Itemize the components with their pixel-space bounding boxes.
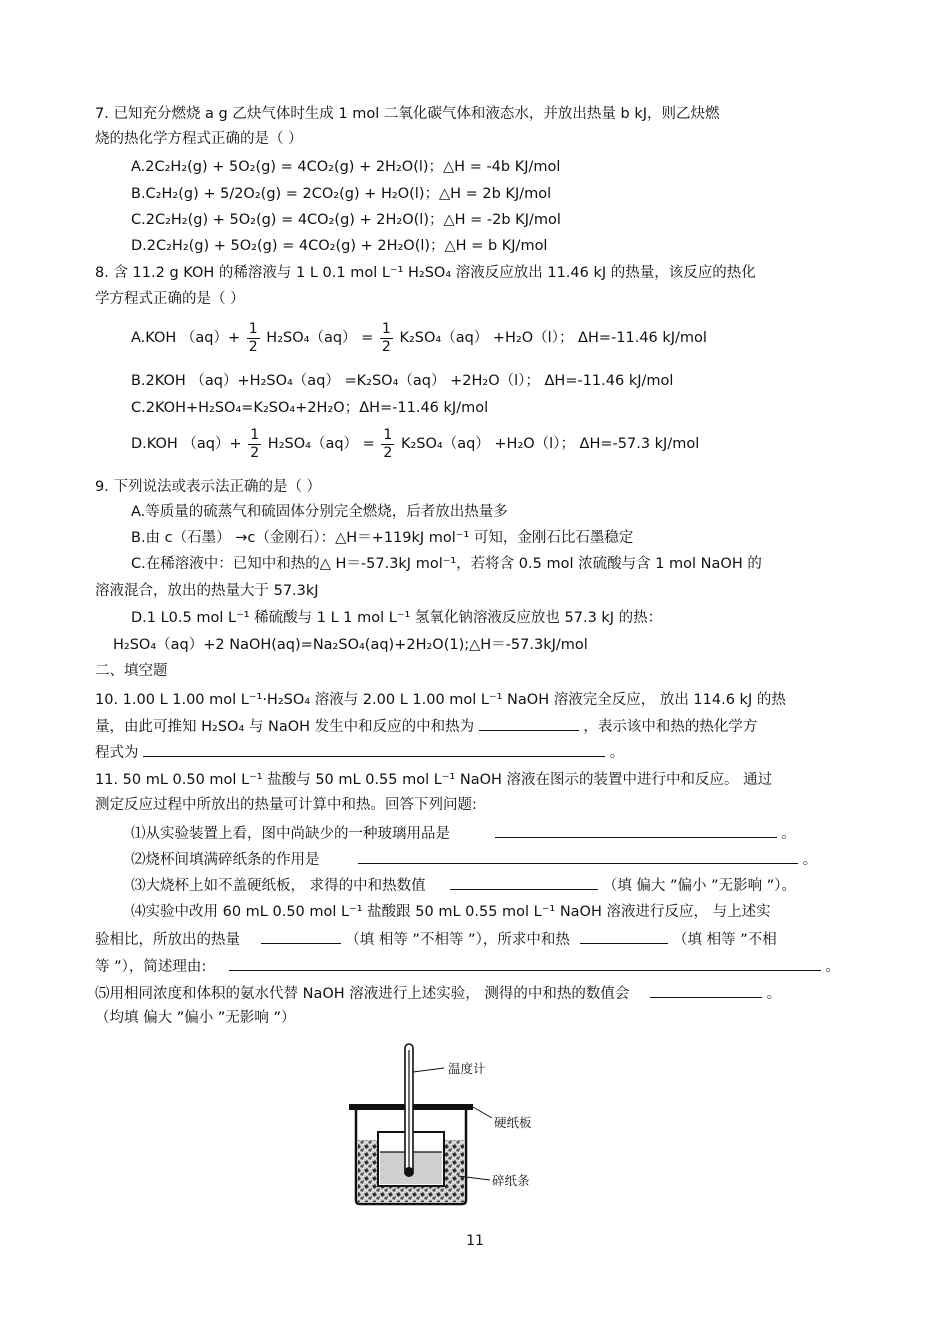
q9-option-d2: H₂SO₄（aq）+2 NaOH(aq)=Na₂SO₄(aq)+2H₂O(1);△H＝-57.3kJ/mol <box>113 637 588 653</box>
q9-option-c1: C.在稀溶液中：已知中和热的△ H＝-57.3kJ mol⁻¹，若将含 0.5 mol 浓硫酸与含 1 mol NaOH 的 <box>131 556 762 572</box>
q7-line2: 烧的热化学方程式正确的是（ ） <box>95 131 303 147</box>
half-fraction: $\frac{1}{2}$ <box>383 426 393 461</box>
q8-line2: 学方程式正确的是（ ） <box>95 291 245 307</box>
q11-part4c: 等 ”），简述理由: 。 <box>95 955 840 977</box>
q7-option-a: A.2C₂H₂(g) + 5O₂(g) = 4CO₂(g) + 2H₂O(l)；△H = -4b KJ/mol <box>131 159 561 175</box>
q11-part3: ⑶大烧杯上如不盖硬纸板， 求得的中和热数值 （填 偏大 ”偏小 ”无影响 ”）。 <box>131 874 796 896</box>
q8-option-d <box>131 424 699 464</box>
q11-part2: ⑵烧杯间填满碎纸条的作用是 。 <box>131 848 817 870</box>
q8-option-b: B.2KOH （aq）+H₂SO₄（aq） =K₂SO₄（aq） +2H₂O（l）； ΔH=-11.46 kJ/mol <box>131 373 674 389</box>
half-fraction: $\frac{1}{2}$ <box>381 320 391 355</box>
q8-line1: 8. 含 11.2 g KOH 的稀溶液与 1 L 0.1 mol L⁻¹ H₂SO₄ 溶液反应放出 11.46 kJ 的热量，该反应的热化 <box>95 265 756 281</box>
paper-strips-label: 碎纸条 <box>492 1173 530 1188</box>
q8-option-c: C.2KOH+H₂SO₄=K₂SO₄+2H₂O；ΔH=-11.46 kJ/mol <box>131 400 489 416</box>
q9-option-c2: 溶液混合，放出的热量大于 57.3kJ <box>95 583 319 599</box>
q7-option-c: C.2C₂H₂(g) + 5O₂(g) = 4CO₂(g) + 2H₂O(l)；△H = -2b KJ/mol <box>131 212 561 228</box>
q11-part5b: （均填 偏大 ”偏小 ”无影响 ”） <box>95 1010 296 1026</box>
q8-option-a <box>131 318 707 358</box>
q8-a-mid: H₂SO₄（aq） = <box>266 330 374 346</box>
q8-d-mid: H₂SO₄（aq） = <box>267 436 375 452</box>
q11-part5a: ⑸用相同浓度和体积的氨水代替 NaOH 溶液进行上述实验， 测得的中和热的数值会 。 <box>95 982 781 1004</box>
page-number: 11 <box>466 1233 484 1249</box>
answer-blank[interactable] <box>450 874 598 890</box>
section-heading: 二、填空题 <box>95 663 168 679</box>
q9-line1: 9. 下列说法或表示法正确的是（ ） <box>95 479 322 495</box>
q8-a-post: K₂SO₄（aq） +H₂O（l）； ΔH=-11.46 kJ/mol <box>399 330 707 346</box>
half-fraction: $\frac{1}{2}$ <box>250 426 260 461</box>
q9-option-d1: D.1 L0.5 mol L⁻¹ 稀硫酸与 1 L 1 mol L⁻¹ 氢氧化钠溶液反应放也 57.3 kJ 的热： <box>131 610 663 626</box>
q11-line1: 11. 50 mL 0.50 mol L⁻¹ 盐酸与 50 mL 0.55 mol L⁻¹ NaOH 溶液在图示的装置中进行中和反应。 通过 <box>95 772 773 788</box>
q11-line2: 测定反应过程中所放出的热量可计算中和热。回答下列问题: <box>95 797 477 813</box>
q10-line3: 程式为 。 <box>95 741 624 763</box>
q7-line1: 7. 已知充分燃烧 a g 乙炔气体时生成 1 mol 二氧化碳气体和液态水，并放出热量 b kJ，则乙炔燃 <box>95 106 720 122</box>
q8-d-pre: D.KOH （aq）+ <box>131 436 242 452</box>
calorimeter-figure <box>340 1040 560 1210</box>
answer-blank[interactable] <box>495 822 777 838</box>
q9-option-a: A.等质量的硫蒸气和硫固体分别完全燃烧，后者放出热量多 <box>131 504 508 520</box>
answer-blank[interactable] <box>650 982 762 998</box>
q7-option-d: D.2C₂H₂(g) + 5O₂(g) = 4CO₂(g) + 2H₂O(l)；△H = b KJ/mol <box>131 238 548 254</box>
q10-line2: 量，由此可推知 H₂SO₄ 与 NaOH 发生中和反应的中和热为 ，表示该中和热的热化学方 <box>95 715 757 737</box>
q10-line1: 10. 1.00 L 1.00 mol L⁻¹·H₂SO₄ 溶液与 2.00 L 1.00 mol L⁻¹ NaOH 溶液完全反应， 放出 114.6 kJ 的热 <box>95 692 786 708</box>
answer-blank[interactable] <box>261 928 341 944</box>
q7-option-b: B.C₂H₂(g) + 5/2O₂(g) = 2CO₂(g) + H₂O(l)；△H = 2b KJ/mol <box>131 186 552 202</box>
answer-blank[interactable] <box>479 715 579 731</box>
q8-a-pre: A.KOH （aq）+ <box>131 330 241 346</box>
q8-d-post: K₂SO₄（aq） +H₂O（l）； ΔH=-57.3 kJ/mol <box>400 436 700 452</box>
answer-blank[interactable] <box>358 848 798 864</box>
q9-option-b: B.由 c（石墨） →c（金刚石）：△H＝+119kJ mol⁻¹ 可知，金刚石比石墨稳定 <box>131 530 634 546</box>
answer-blank[interactable] <box>143 741 605 757</box>
half-fraction: $\frac{1}{2}$ <box>248 320 258 355</box>
q11-part1: ⑴从实验装置上看，图中尚缺少的一种玻璃用品是 。 <box>131 822 796 844</box>
answer-blank[interactable] <box>229 955 821 971</box>
cardboard-label: 硬纸板 <box>494 1115 532 1130</box>
answer-blank[interactable] <box>580 928 668 944</box>
q11-part4b: 验相比，所放出的热量 （填 相等 ”不相等 ”），所求中和热 （填 相等 ”不相 <box>95 928 777 950</box>
thermometer-label: 温度计 <box>448 1061 486 1076</box>
q11-part4a: ⑷实验中改用 60 mL 0.50 mol L⁻¹ 盐酸跟 50 mL 0.55 mol L⁻¹ NaOH 溶液进行反应， 与上述实 <box>131 904 771 920</box>
